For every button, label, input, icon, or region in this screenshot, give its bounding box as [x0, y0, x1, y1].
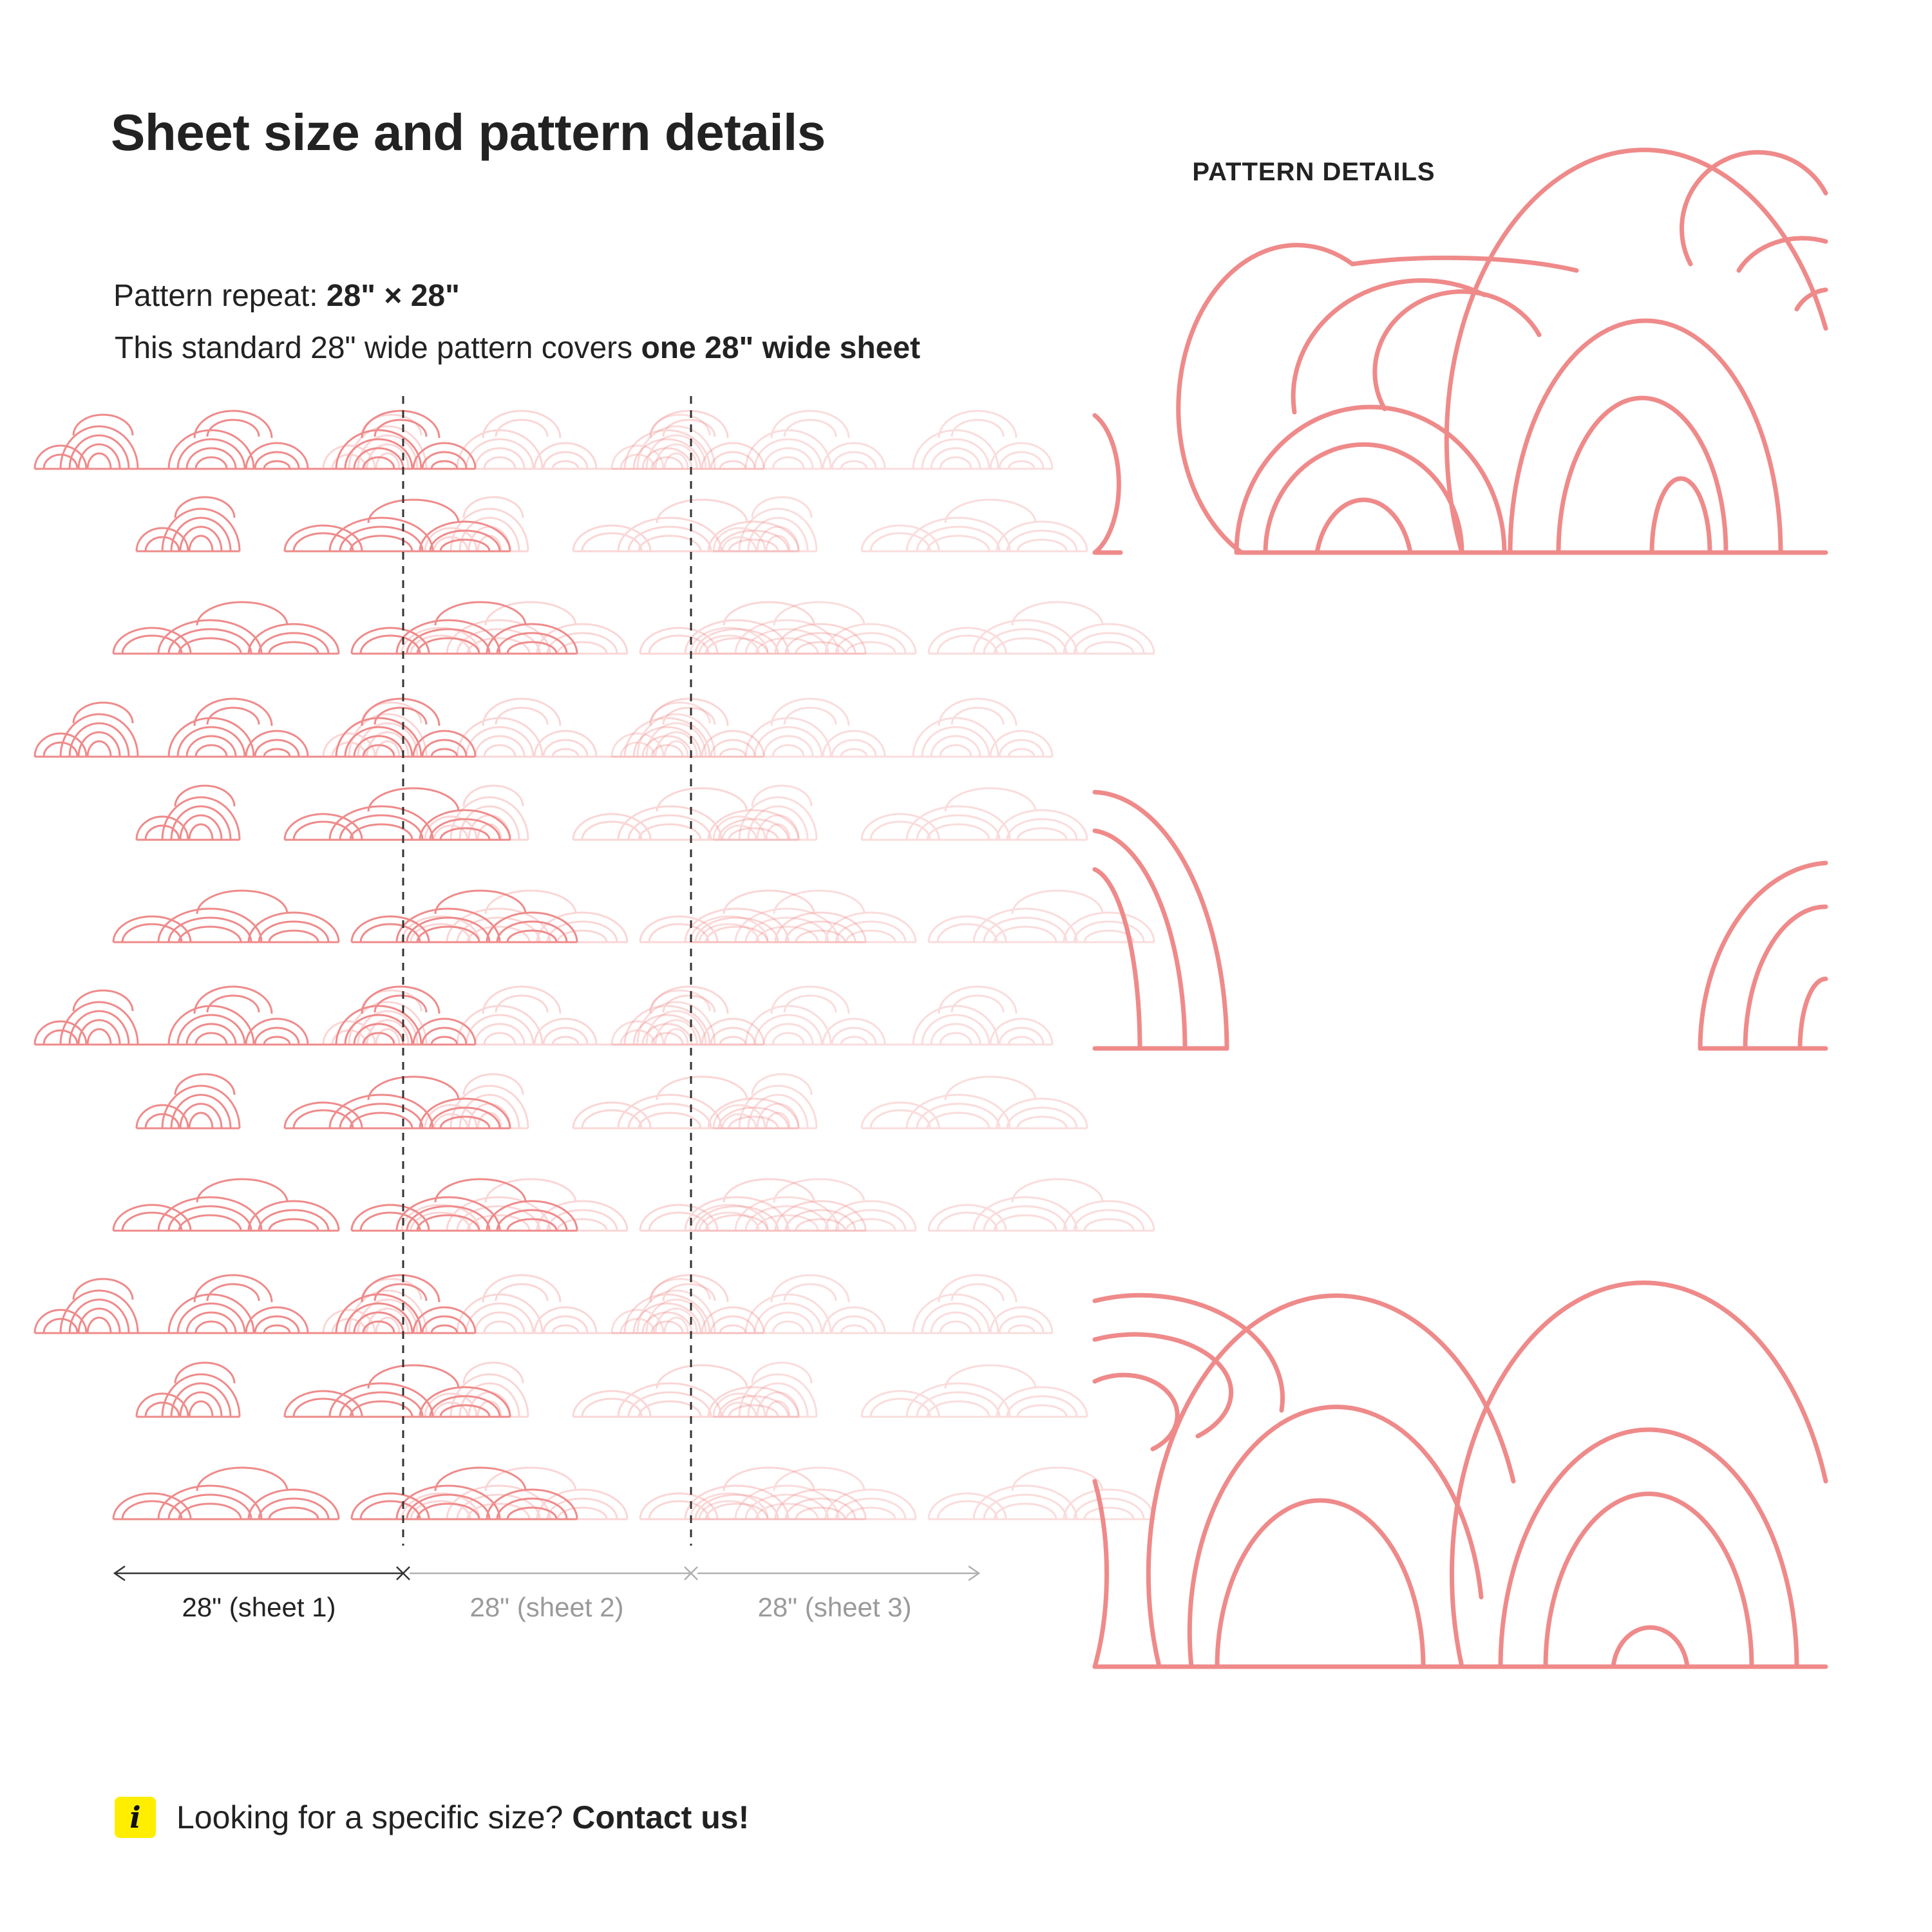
pattern-preview	[35, 411, 1154, 1519]
coverage-emphasis: one 28" wide sheet	[641, 331, 921, 365]
contact-row	[115, 1795, 749, 1839]
pattern-repeat-label: Pattern repeat:	[113, 279, 327, 313]
page-title: Sheet size and pattern details	[111, 104, 826, 161]
detail-top-cloud	[1095, 150, 1826, 553]
sheet-1-label: 28" (sheet 1)	[182, 1592, 336, 1622]
pattern-detail-zoom	[1095, 150, 1826, 1667]
contact-link[interactable]: Contact us!	[572, 1799, 750, 1835]
pattern-details-heading: PATTERN DETAILS	[1192, 158, 1435, 186]
info-icon: i	[115, 1797, 156, 1838]
sheet-3-preview	[612, 411, 1154, 1519]
sheet-1-preview	[35, 411, 577, 1519]
sheet-3-label: 28" (sheet 3)	[757, 1592, 912, 1622]
detail-middle-cloud	[1095, 792, 1826, 1048]
sheet-2-preview	[323, 411, 866, 1519]
detail-bottom-cloud	[1095, 1283, 1826, 1667]
contact-text	[176, 1799, 749, 1836]
sheet-2-label: 28" (sheet 2)	[469, 1592, 624, 1622]
coverage-label: This standard 28" wide pattern covers	[115, 331, 641, 365]
pattern-repeat-value: 28" × 28"	[326, 279, 460, 313]
dimension-line	[115, 1566, 979, 1580]
contact-prompt: Looking for a specific size?	[176, 1799, 573, 1835]
